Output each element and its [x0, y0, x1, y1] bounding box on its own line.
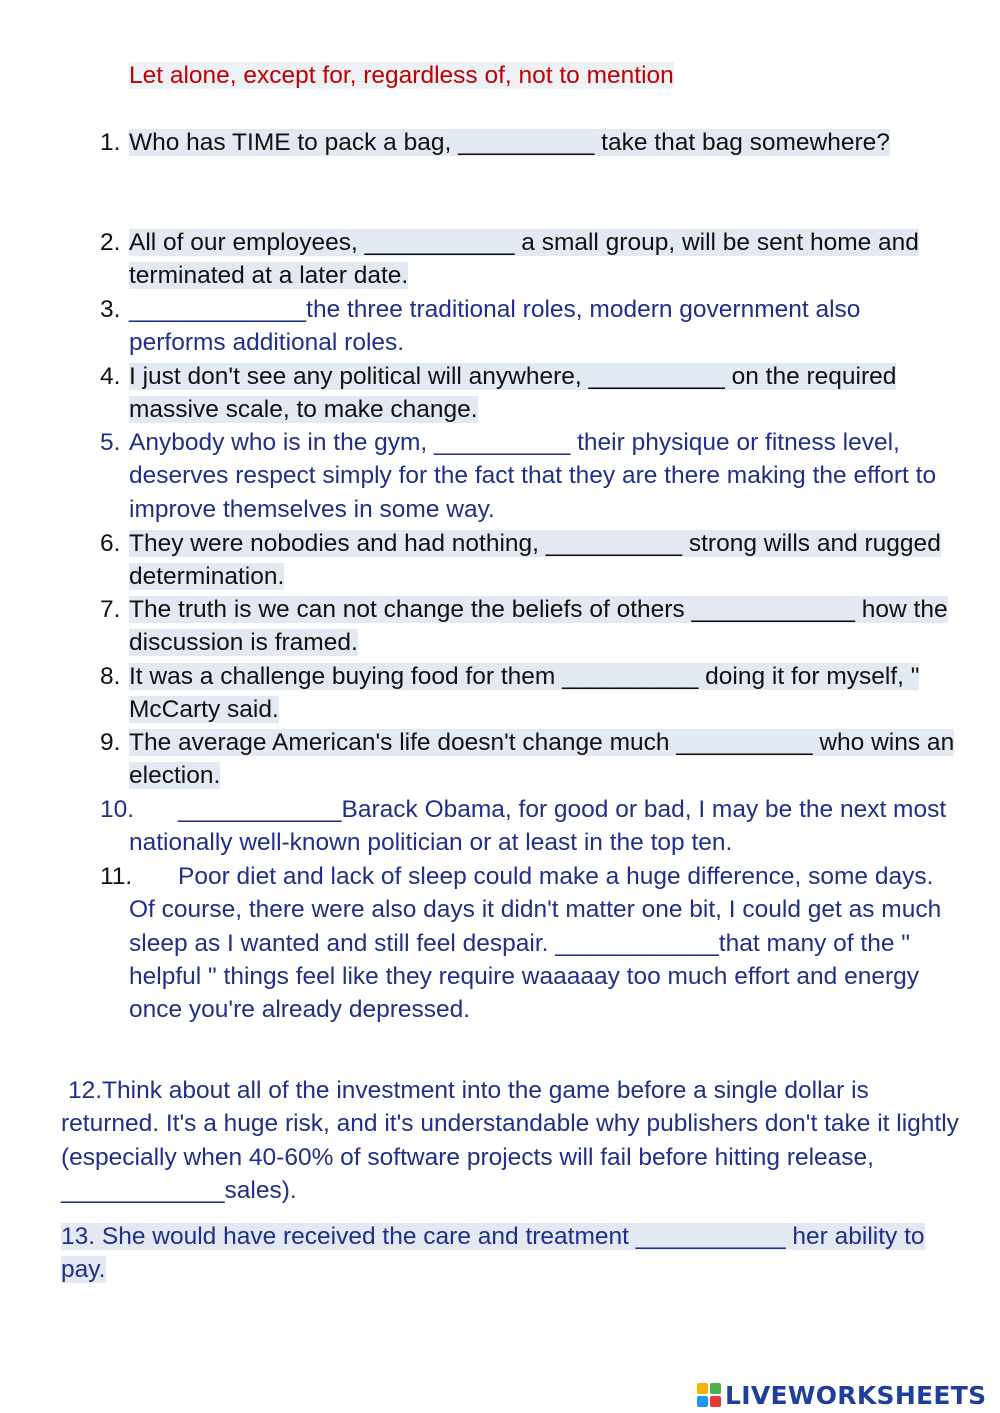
- question-text[interactable]: Anybody who is in the gym, __________ their physique or fitness level, deserves respect simply for the fact that they are there making the effort to improve themselves in some way.: [129, 429, 937, 523]
- question-8: [100, 660, 960, 727]
- question-number: 5.: [100, 429, 121, 456]
- question-7: [100, 593, 960, 660]
- question-10: [100, 793, 960, 860]
- question-text[interactable]: Poor diet and lack of sleep could make a huge difference, some days. Of course, there were also days it didn't matter one bit, I could get as much sleep as I wanted and still feel despair. ____________that many of the " helpful " things feel like they require waaaaay too much effort and energy once you're already depressed.: [129, 863, 942, 1024]
- logo-text: LIVEWORKSHEETS: [725, 1380, 987, 1410]
- question-number: 10.: [100, 796, 135, 823]
- question-13: [61, 1220, 961, 1287]
- question-number: 7.: [100, 596, 121, 623]
- question-4: [100, 360, 960, 427]
- question-text[interactable]: ____________Barack Obama, for good or bad, I may be the next most nationally well-known politician or at least in the top ten.: [129, 796, 947, 857]
- liveworksheets-logo: [697, 1379, 986, 1411]
- question-3: [100, 293, 960, 360]
- question-text[interactable]: 13. She would have received the care and treatment ___________ her ability to pay.: [61, 1223, 925, 1284]
- question-text[interactable]: They were nobodies and had nothing, __________ strong wills and rugged determination.: [129, 530, 941, 591]
- question-text[interactable]: The truth is we can not change the beliefs of others ____________ how the discussion is framed.: [129, 596, 948, 657]
- question-1: [100, 126, 960, 159]
- question-number: 6.: [100, 530, 121, 557]
- question-text[interactable]: The average American's life doesn't change much __________ who wins an election.: [129, 729, 955, 790]
- question-number: 3.: [100, 296, 121, 323]
- question-text[interactable]: I just don't see any political will anywhere, __________ on the required massive scale, to make change.: [129, 363, 897, 424]
- question-text[interactable]: All of our employees, ___________ a small group, will be sent home and terminated at a later date.: [129, 229, 919, 290]
- liveworksheets-logo-icon: [697, 1383, 721, 1407]
- question-5: [100, 426, 960, 526]
- word-bank-title: Let alone, except for, regardless of, not to mention: [129, 62, 674, 89]
- question-number: 4.: [100, 363, 121, 390]
- question-text[interactable]: 12.Think about all of the investment into the game before a single dollar is returned. It's a huge risk, and it's understandable why publishers don't take it lightly (especially when 40-60% of software projects will fail before hitting release, ____________sales).: [61, 1077, 959, 1204]
- question-text[interactable]: It was a challenge buying food for them __________ doing it for myself, " McCarty said.: [129, 663, 920, 724]
- question-text[interactable]: Who has TIME to pack a bag, __________ take that bag somewhere?: [129, 129, 890, 156]
- question-6: [100, 527, 960, 594]
- question-12: [61, 1074, 961, 1207]
- question-number: 1.: [100, 129, 121, 156]
- question-number: 9.: [100, 729, 121, 756]
- question-number: 11.: [100, 863, 133, 890]
- question-text[interactable]: _____________the three traditional roles, modern government also performs additional roles.: [129, 296, 861, 357]
- question-9: [100, 726, 960, 793]
- question-number: 2.: [100, 229, 121, 256]
- question-11: [100, 860, 960, 1026]
- question-2: [100, 226, 960, 293]
- question-number: 8.: [100, 663, 121, 690]
